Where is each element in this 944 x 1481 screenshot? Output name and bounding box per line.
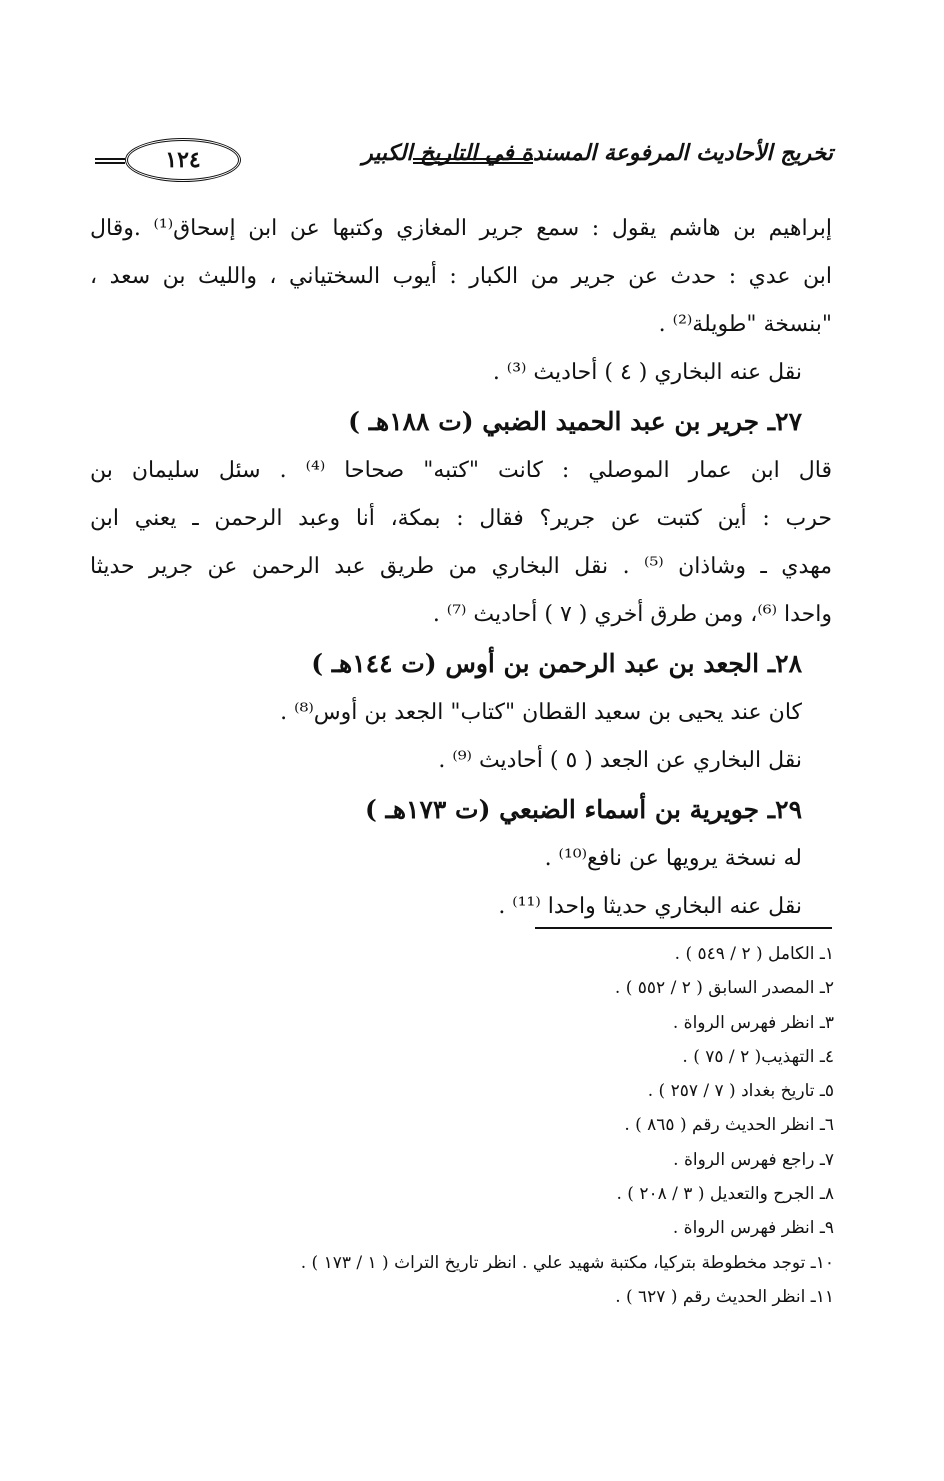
entry-heading-28: ٢٨ـ الجعد بن عبد الرحمن بن أوس (ت ١٤٤هـ ) (311, 649, 802, 678)
footnote: ١ـ الكامل ( ٢ / ٥٤٩ ) . (674, 944, 834, 964)
footnote: ٨ـ الجرح والتعديل ( ٣ / ٢٠٨ ) . (616, 1184, 834, 1205)
text-line: نقل عنه البخاري حديثا واحدا ⁽¹¹⁾ . (498, 894, 802, 919)
footnote: ٦ـ انظر الحديث رقم ( ٨٦٥ ) . (624, 1115, 834, 1136)
text-line: حرب : أين كتبت عن جرير؟ فقال : بمكة، أنا وعبد الرحمن ـ يعني ابن (90, 506, 832, 531)
entry-heading-29: ٢٩ـ جويرية بن أسماء الضبعي (ت ١٧٣هـ ) (365, 795, 802, 824)
footnotes (134, 937, 834, 1314)
header-rule-right (413, 158, 533, 164)
header-rule-left (95, 158, 125, 164)
page-number: ١٢٤ (125, 138, 241, 182)
text-line: واحدا ⁽⁶⁾، ومن طرق أخري ( ٧ ) أحاديث ⁽⁷⁾ . (432, 602, 832, 627)
text-line: إبراهيم بن هاشم يقول : سمع جرير المغازي وكتبها عن ابن إسحاق⁽¹⁾ .وقال (90, 216, 832, 241)
footnote: ٣ـ انظر فهرس الرواة . (672, 1012, 834, 1033)
running-header (95, 136, 833, 184)
text-line: ابن عدي : حدث عن جرير من الكبار : أيوب السختياني ، والليث بن سعد ، (90, 264, 832, 289)
footnote: ٤ـ التهذيب( ٢ / ٧٥ ) . (682, 1046, 834, 1067)
footnote: ٥ـ تاريخ بغداد ( ٧ / ٢٥٧ ) . (647, 1081, 834, 1102)
text-line: نقل البخاري عن الجعد ( ٥ ) أحاديث ⁽⁹⁾ . (438, 748, 802, 773)
footnote: ٩ـ انظر فهرس الرواة . (672, 1218, 834, 1239)
main-text (90, 205, 832, 931)
footnote-separator (535, 927, 832, 929)
text-line: له نسخة يرويها عن نافع⁽¹⁰⁾ . (544, 846, 802, 871)
footnote: ١٠ـ توجد مخطوطة بتركيا، مكتبة شهيد علي . انظر تاريخ التراث ( ١ / ١٧٣ ) . (300, 1252, 834, 1273)
text-line: كان عند يحيى بن سعيد القطان "كتاب" الجعد بن أوس⁽⁸⁾ . (280, 700, 802, 725)
running-title: تخريج الأحاديث المرفوعة المسندة في التاريخ الكبير (362, 140, 833, 166)
footnote: ٢ـ المصدر السابق ( ٢ / ٥٥٢ ) . (614, 978, 834, 999)
text-line: نقل عنه البخاري ( ٤ ) أحاديث ⁽³⁾ . (492, 360, 802, 385)
footnote: ٧ـ راجع فهرس الرواة . (673, 1149, 834, 1170)
footnote: ١١ـ انظر الحديث رقم ( ٦٢٧ ) . (615, 1286, 834, 1307)
entry-heading-27: ٢٧ـ جرير بن عبد الحميد الضبي (ت ١٨٨هـ ) (348, 407, 802, 436)
text-line: قال ابن عمار الموصلي : كانت "كتبه" صحاحا ⁽⁴⁾ . سئل سليمان بن (90, 458, 832, 483)
text-line: "بنسخة "طويلة⁽²⁾ . (658, 312, 832, 337)
text-line: مهدي ـ وشاذان ⁽⁵⁾ . نقل البخاري من طريق عبد الرحمن عن جرير حديثا (90, 554, 832, 579)
